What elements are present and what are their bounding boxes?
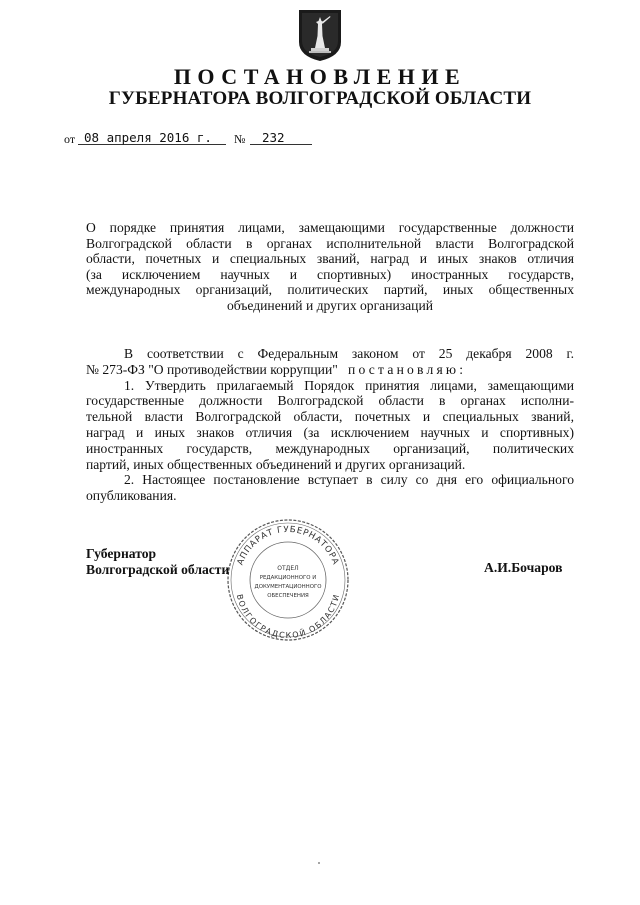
issuer-heading: ГУБЕРНАТОРА ВОЛГОГРАДСКОЙ ОБЛАСТИ (108, 88, 532, 109)
date-prefix: от (64, 132, 76, 146)
document-body (86, 346, 574, 504)
item-1-line: партий, иных общественных объединений и других организаций. (86, 456, 466, 472)
preamble-line: В соответствии с Федеральным законом от 25 декабря 2008 г. (124, 346, 574, 361)
item-2-line: 2. Настоящее постановление вступает в силу со дня его официального (124, 472, 574, 488)
title-line: (за исключением научных и спортивных) иностранных государств, (86, 266, 574, 282)
stamp-center-text: ДОКУМЕНТАЦИОННОГО (254, 584, 322, 590)
title-line: Волгоградской области в органах исполнительной власти Волгоградской (86, 235, 574, 251)
svg-text:ВОЛГОГРАДСКОЙ ОБЛАСТИ (235, 593, 341, 639)
signatory-title-line: Волгоградской области (86, 561, 230, 577)
item-1-line: иностранных государств, международных организаций, политических (86, 440, 574, 456)
stamp-center-text: РЕДАКЦИОННОГО И (259, 575, 317, 581)
title-line: объединений и других организаций (226, 297, 433, 313)
title-line: международных организаций, политических партий, иных общественных (86, 282, 574, 298)
stamp-ring-bottom-text: ВОЛГОГРАДСКОЙ ОБЛАСТИ (235, 593, 341, 640)
signatory-name: А.И.Бочаров (484, 560, 563, 575)
signatory-title-line: Губернатор (86, 546, 157, 561)
stamp-center-text: ОТДЕЛ (277, 565, 299, 572)
preamble-law-reference: № 273-ФЗ "О противодействии коррупции" (86, 361, 338, 377)
document-number: 232 (262, 130, 285, 145)
coat-of-arms-emblem (297, 8, 343, 62)
item-1-line: тельной власти Волгоградской области, почетных и специальных званий, (86, 409, 574, 425)
stamp-ring-top-text: АППАРАТ ГУБЕРНАТОРА (235, 524, 341, 567)
item-1-line: наград и иных знаков отличия (за исключением научных и спортивных) (86, 424, 574, 440)
decree-word: постановляю: (347, 361, 467, 377)
signatory-title (86, 546, 229, 577)
item-1-line: 1. Утвердить прилагаемый Порядок принятия лицами, замещающими (124, 377, 574, 393)
stamp-center-text: ОБЕСПЕЧЕНИЯ (267, 593, 309, 599)
preamble-line (86, 362, 574, 378)
document-date: 08 апреля 2016 г. (84, 130, 212, 145)
official-stamp (220, 512, 356, 642)
item-2-line: опубликования. (86, 488, 177, 504)
svg-text:АППАРАТ ГУБЕРНАТОРА (236, 525, 341, 567)
scan-dot (318, 862, 320, 864)
date-number-line (64, 128, 324, 150)
document-type-heading: ПОСТАНОВЛЕНИЕ (173, 64, 467, 89)
number-prefix: № (234, 132, 246, 146)
title-line: О порядке принятия лицами, замещающими государственные должности (86, 220, 574, 235)
item-1-line: государственные должности Волгоградской области в органах исполни- (86, 393, 574, 409)
title-line: области, почетных и специальных званий, наград и иных знаков отличия (86, 251, 574, 267)
document-title (86, 220, 574, 314)
